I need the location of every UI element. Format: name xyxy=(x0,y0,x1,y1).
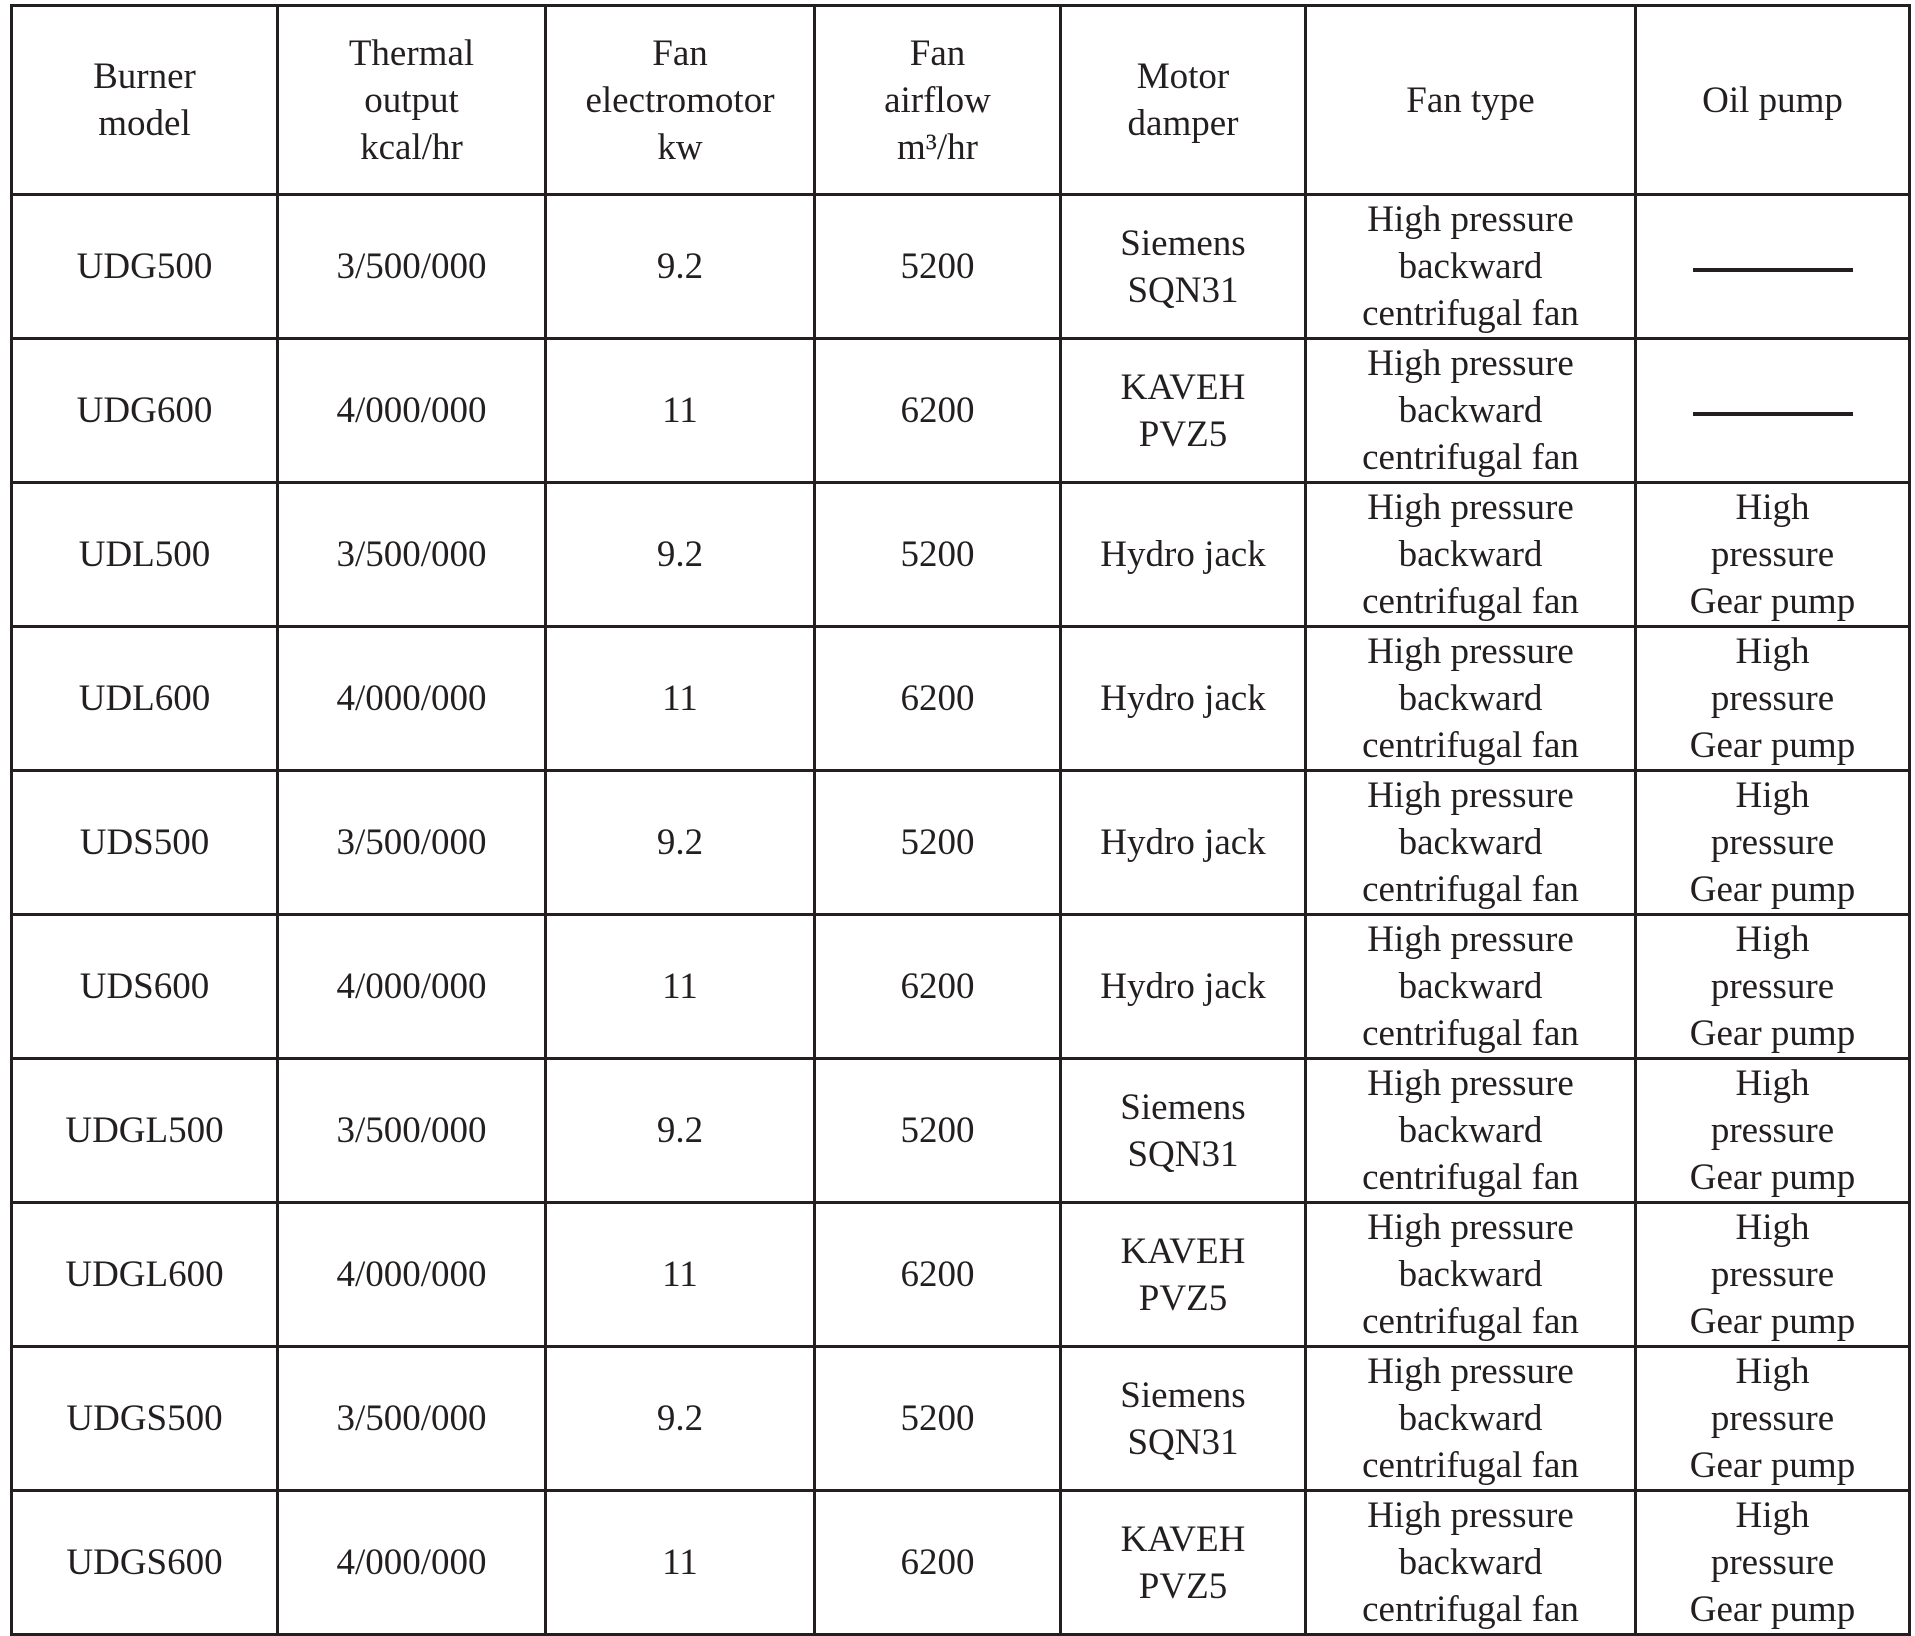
header-fan-electromotor xyxy=(546,6,815,195)
header-line: Burner xyxy=(93,56,196,97)
cell-line: High pressure xyxy=(1367,1351,1574,1392)
cell-line: High pressure xyxy=(1367,919,1574,960)
cell-line: Siemens xyxy=(1120,1374,1246,1416)
cell-line: pressure xyxy=(1710,966,1835,1007)
cell-motor-damper xyxy=(1061,339,1306,483)
cell-thermal-output: 4/000/000 xyxy=(278,627,546,771)
cell-line: High xyxy=(1735,487,1810,528)
cell-line: backward xyxy=(1398,246,1543,287)
cell-motor-damper xyxy=(1061,1059,1306,1203)
cell-line: High pressure xyxy=(1367,199,1574,240)
cell-line: backward xyxy=(1398,966,1543,1007)
cell-fan-electromotor: 11 xyxy=(546,915,815,1059)
cell-thermal-output: 3/500/000 xyxy=(278,195,546,339)
cell-line: centrifugal fan xyxy=(1362,437,1579,478)
cell-fan-electromotor: 11 xyxy=(546,627,815,771)
cell-fan-type xyxy=(1306,1491,1636,1635)
table-row xyxy=(12,771,1910,915)
cell-fan-airflow: 6200 xyxy=(815,1203,1061,1347)
cell-oil-pump xyxy=(1636,1059,1910,1203)
header-line: Motor xyxy=(1136,56,1230,97)
table-row xyxy=(12,1203,1910,1347)
empty-dash xyxy=(1693,268,1853,272)
cell-burner-model: UDL600 xyxy=(12,627,278,771)
cell-burner-model: UDGS500 xyxy=(12,1347,278,1491)
table-row xyxy=(12,195,1910,339)
cell-fan-type xyxy=(1306,195,1636,339)
cell-line: Siemens xyxy=(1120,1086,1246,1128)
cell-line: backward xyxy=(1398,1398,1543,1439)
header-line: Thermal xyxy=(348,32,475,74)
cell-line: High pressure xyxy=(1367,1495,1574,1536)
cell-line: High xyxy=(1735,1207,1810,1248)
cell-line: pressure xyxy=(1710,1254,1835,1295)
table-row xyxy=(12,339,1910,483)
cell-thermal-output: 4/000/000 xyxy=(278,339,546,483)
cell-oil-pump xyxy=(1636,1491,1910,1635)
cell-line: centrifugal fan xyxy=(1362,581,1579,622)
cell-line: Gear pump xyxy=(1689,1589,1856,1630)
cell-line: pressure xyxy=(1710,822,1835,863)
cell-line: High xyxy=(1735,775,1810,816)
cell-motor-damper xyxy=(1061,1203,1306,1347)
header-thermal-output xyxy=(278,6,546,195)
header-line: Fan type xyxy=(1406,79,1535,121)
cell-line: High xyxy=(1735,1063,1810,1104)
header-row xyxy=(12,6,1910,195)
cell-oil-pump xyxy=(1636,483,1910,627)
cell-fan-airflow: 5200 xyxy=(815,771,1061,915)
cell-thermal-output: 4/000/000 xyxy=(278,1491,546,1635)
table-row xyxy=(12,915,1910,1059)
cell-oil-pump xyxy=(1636,195,1910,339)
cell-line: Gear pump xyxy=(1689,581,1856,622)
cell-line: backward xyxy=(1398,1110,1543,1151)
cell-line: pressure xyxy=(1710,534,1835,575)
cell-line: High xyxy=(1735,1351,1810,1392)
cell-thermal-output: 4/000/000 xyxy=(278,915,546,1059)
cell-fan-type xyxy=(1306,339,1636,483)
cell-fan-type xyxy=(1306,915,1636,1059)
cell-thermal-output: 3/500/000 xyxy=(278,483,546,627)
cell-motor-damper xyxy=(1061,1491,1306,1635)
table-row xyxy=(12,483,1910,627)
cell-line: Hydro jack xyxy=(1100,678,1266,719)
cell-line: KAVEH xyxy=(1120,1230,1246,1272)
table-row xyxy=(12,1491,1910,1635)
cell-line: High xyxy=(1735,1495,1810,1536)
cell-line: High pressure xyxy=(1367,775,1574,816)
cell-line: Gear pump xyxy=(1689,1157,1856,1198)
cell-burner-model: UDGL600 xyxy=(12,1203,278,1347)
cell-line: backward xyxy=(1398,822,1543,863)
cell-line: pressure xyxy=(1710,678,1835,719)
cell-fan-electromotor: 9.2 xyxy=(546,195,815,339)
header-oil-pump xyxy=(1636,6,1910,195)
header-line: electromotor xyxy=(585,79,775,121)
cell-fan-electromotor: 9.2 xyxy=(546,771,815,915)
cell-thermal-output: 4/000/000 xyxy=(278,1203,546,1347)
cell-line: centrifugal fan xyxy=(1362,293,1579,334)
cell-motor-damper xyxy=(1061,195,1306,339)
cell-motor-damper xyxy=(1061,483,1306,627)
header-line: airflow xyxy=(884,79,991,121)
cell-line: Gear pump xyxy=(1689,1301,1856,1342)
header-line: m³/hr xyxy=(897,126,978,168)
header-line: Fan xyxy=(652,32,708,74)
header-line: damper xyxy=(1127,103,1239,144)
cell-line: Gear pump xyxy=(1689,725,1856,766)
cell-motor-damper xyxy=(1061,771,1306,915)
empty-dash xyxy=(1693,412,1853,416)
cell-fan-electromotor: 11 xyxy=(546,1491,815,1635)
cell-line: High pressure xyxy=(1367,487,1574,528)
cell-oil-pump xyxy=(1636,915,1910,1059)
cell-line: pressure xyxy=(1710,1110,1835,1151)
cell-line: High xyxy=(1735,919,1810,960)
header-line: model xyxy=(98,103,191,144)
cell-burner-model: UDGL500 xyxy=(12,1059,278,1203)
cell-line: backward xyxy=(1398,390,1543,431)
header-motor-damper xyxy=(1061,6,1306,195)
cell-line: backward xyxy=(1398,1254,1543,1295)
cell-oil-pump xyxy=(1636,627,1910,771)
cell-burner-model: UDGS600 xyxy=(12,1491,278,1635)
cell-fan-airflow: 5200 xyxy=(815,1059,1061,1203)
cell-line: Siemens xyxy=(1120,222,1246,264)
cell-line: pressure xyxy=(1710,1398,1835,1439)
cell-fan-type xyxy=(1306,483,1636,627)
cell-fan-type xyxy=(1306,1059,1636,1203)
cell-fan-airflow: 5200 xyxy=(815,483,1061,627)
cell-line: centrifugal fan xyxy=(1362,869,1579,910)
cell-motor-damper xyxy=(1061,915,1306,1059)
burner-spec-table xyxy=(10,4,1911,1636)
cell-line: Hydro jack xyxy=(1100,534,1266,575)
cell-line: backward xyxy=(1398,534,1543,575)
header-line: Oil pump xyxy=(1702,79,1843,121)
header-line: kcal/hr xyxy=(360,126,463,168)
header-line: kw xyxy=(657,126,703,168)
cell-line: PVZ5 xyxy=(1138,1565,1228,1607)
cell-line: Gear pump xyxy=(1689,869,1856,910)
cell-motor-damper xyxy=(1061,1347,1306,1491)
cell-line: High pressure xyxy=(1367,631,1574,672)
cell-line: KAVEH xyxy=(1120,1518,1246,1560)
cell-fan-electromotor: 11 xyxy=(546,1203,815,1347)
cell-line: High pressure xyxy=(1367,1063,1574,1104)
cell-line: SQN31 xyxy=(1127,1421,1239,1463)
cell-fan-type xyxy=(1306,1203,1636,1347)
cell-burner-model: UDG500 xyxy=(12,195,278,339)
cell-fan-airflow: 5200 xyxy=(815,1347,1061,1491)
cell-line: SQN31 xyxy=(1127,1133,1239,1175)
cell-line: backward xyxy=(1398,678,1543,719)
cell-line: High pressure xyxy=(1367,343,1574,384)
cell-motor-damper xyxy=(1061,627,1306,771)
cell-line: SQN31 xyxy=(1127,269,1239,311)
cell-fan-electromotor: 9.2 xyxy=(546,1347,815,1491)
cell-burner-model: UDL500 xyxy=(12,483,278,627)
cell-line: Gear pump xyxy=(1689,1445,1856,1486)
cell-line: centrifugal fan xyxy=(1362,1157,1579,1198)
table-body xyxy=(12,195,1910,1635)
cell-line: KAVEH xyxy=(1120,366,1246,408)
table-row xyxy=(12,1059,1910,1203)
cell-line: Hydro jack xyxy=(1100,822,1266,863)
cell-line: centrifugal fan xyxy=(1362,1013,1579,1054)
cell-fan-type xyxy=(1306,771,1636,915)
cell-fan-airflow: 6200 xyxy=(815,339,1061,483)
cell-line: PVZ5 xyxy=(1138,1277,1228,1319)
cell-fan-electromotor: 9.2 xyxy=(546,1059,815,1203)
cell-fan-type xyxy=(1306,627,1636,771)
cell-oil-pump xyxy=(1636,1203,1910,1347)
cell-line: High xyxy=(1735,631,1810,672)
cell-thermal-output: 3/500/000 xyxy=(278,1347,546,1491)
cell-line: centrifugal fan xyxy=(1362,1589,1579,1630)
cell-line: Gear pump xyxy=(1689,1013,1856,1054)
cell-fan-airflow: 6200 xyxy=(815,627,1061,771)
cell-oil-pump xyxy=(1636,771,1910,915)
cell-line: centrifugal fan xyxy=(1362,1301,1579,1342)
cell-oil-pump xyxy=(1636,339,1910,483)
table-row xyxy=(12,627,1910,771)
cell-line: centrifugal fan xyxy=(1362,725,1579,766)
cell-fan-electromotor: 11 xyxy=(546,339,815,483)
cell-line: centrifugal fan xyxy=(1362,1445,1579,1486)
header-line: output xyxy=(364,79,459,121)
cell-fan-airflow: 6200 xyxy=(815,1491,1061,1635)
header-line: Fan xyxy=(909,32,966,74)
table-row xyxy=(12,1347,1910,1491)
header-fan-airflow xyxy=(815,6,1061,195)
cell-line: pressure xyxy=(1710,1542,1835,1583)
cell-burner-model: UDS600 xyxy=(12,915,278,1059)
header-burner-model xyxy=(12,6,278,195)
cell-burner-model: UDS500 xyxy=(12,771,278,915)
header-fan-type xyxy=(1306,6,1636,195)
cell-line: PVZ5 xyxy=(1138,413,1228,455)
cell-line: backward xyxy=(1398,1542,1543,1583)
cell-fan-airflow: 5200 xyxy=(815,195,1061,339)
cell-fan-airflow: 6200 xyxy=(815,915,1061,1059)
cell-fan-type xyxy=(1306,1347,1636,1491)
cell-fan-electromotor: 9.2 xyxy=(546,483,815,627)
cell-line: High pressure xyxy=(1367,1207,1574,1248)
cell-thermal-output: 3/500/000 xyxy=(278,771,546,915)
cell-burner-model: UDG600 xyxy=(12,339,278,483)
cell-oil-pump xyxy=(1636,1347,1910,1491)
cell-thermal-output: 3/500/000 xyxy=(278,1059,546,1203)
cell-line: Hydro jack xyxy=(1100,966,1266,1007)
